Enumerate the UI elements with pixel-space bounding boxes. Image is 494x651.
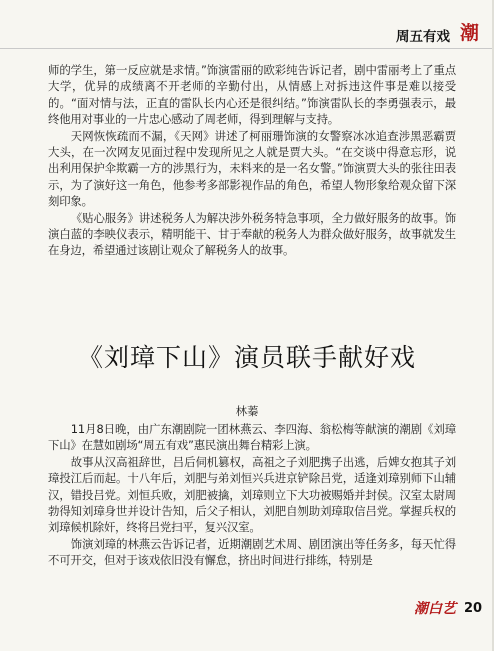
article-byline: 林蓁: [235, 404, 259, 418]
page-number: 20: [464, 601, 483, 616]
paragraph: 11月8日晚，由广东潮剧院一团林燕云、李四海、翁松梅等献演的潮剧《刘璋下山》在慧如剧场“周五有戏”惠民演出舞台精彩上演。: [48, 422, 456, 453]
magazine-logo-icon: 潮: [459, 22, 479, 44]
paragraph: 故事从汉高祖辞世，吕后伺机篡权，高祖之子刘肥携子出逃，后婢女抱其子刘璋投江后而起。十八年后，刘肥与弟刘恒兴兵进京铲除吕党，适逢刘璋别师下山辅汉，错投吕党。刘恒兵败，刘肥被擒，刘璋则立下大功被赐婚并封侯。汉室太尉周勃得知刘璋身世并设计告知，后父子相认，刘肥自刎助刘璋取信吕党。掌握兵权的刘璋候机除奸，终将吕党扫平，复兴汉室。: [48, 454, 456, 535]
paragraph: 《贴心服务》讲述税务人为解决涉外税务特急事项，全力做好服务的故事。饰演白蓝的李映仪表示，精明能干、甘于奉献的税务人为群众做好服务，故事就发生在身边，希望通过该剧让观众了解税务人的故事。: [48, 210, 456, 258]
paragraph: 天网恢恢疏而不漏，《天网》讲述了柯丽珊饰演的女警察冰冰追查涉黑恶霸贾大头，在一次网友见面过程中发现所见之人就是贾大头。“在交谈中得意忘形，说出利用保护伞欺霸一方的涉黑行为，未料来的是一名女警。”饰演贾大头的张往田表示，为了演好这一角色，他参考多部影视作品的角色，希望人物形象给观众留下深刻印象。: [48, 128, 456, 209]
previous-article-continuation: [48, 62, 456, 259]
paragraph: 饰演刘璋的林燕云告诉记者，近期潮剧艺术周、剧团演出等任务多，每天忙得不可开交，但对于该戏依旧没有懈怠，挤出时间进行排练，特别是: [48, 536, 456, 568]
footer-logo: 潮白艺: [414, 601, 456, 617]
paragraph: 师的学生，第一反应就是求情。”饰演雷丽的欧彩纯告诉记者，剧中雷丽考上了重点大学，优异的成绩离不开老师的辛勤付出，从情感上对拆违这件事是难以接受的。“面对情与法，正直的雷队长内心还是很纠结。”饰演雷队长的李勇强表示，最终他用对事业的一片忠心感动了周老师，得到理解与支持。: [48, 63, 456, 127]
article-body: [48, 421, 456, 569]
header-divider: [0, 48, 494, 49]
section-title: 周五有戏: [396, 29, 450, 45]
article-headline: 《刘璋下山》演员联手献好戏: [77, 343, 416, 372]
